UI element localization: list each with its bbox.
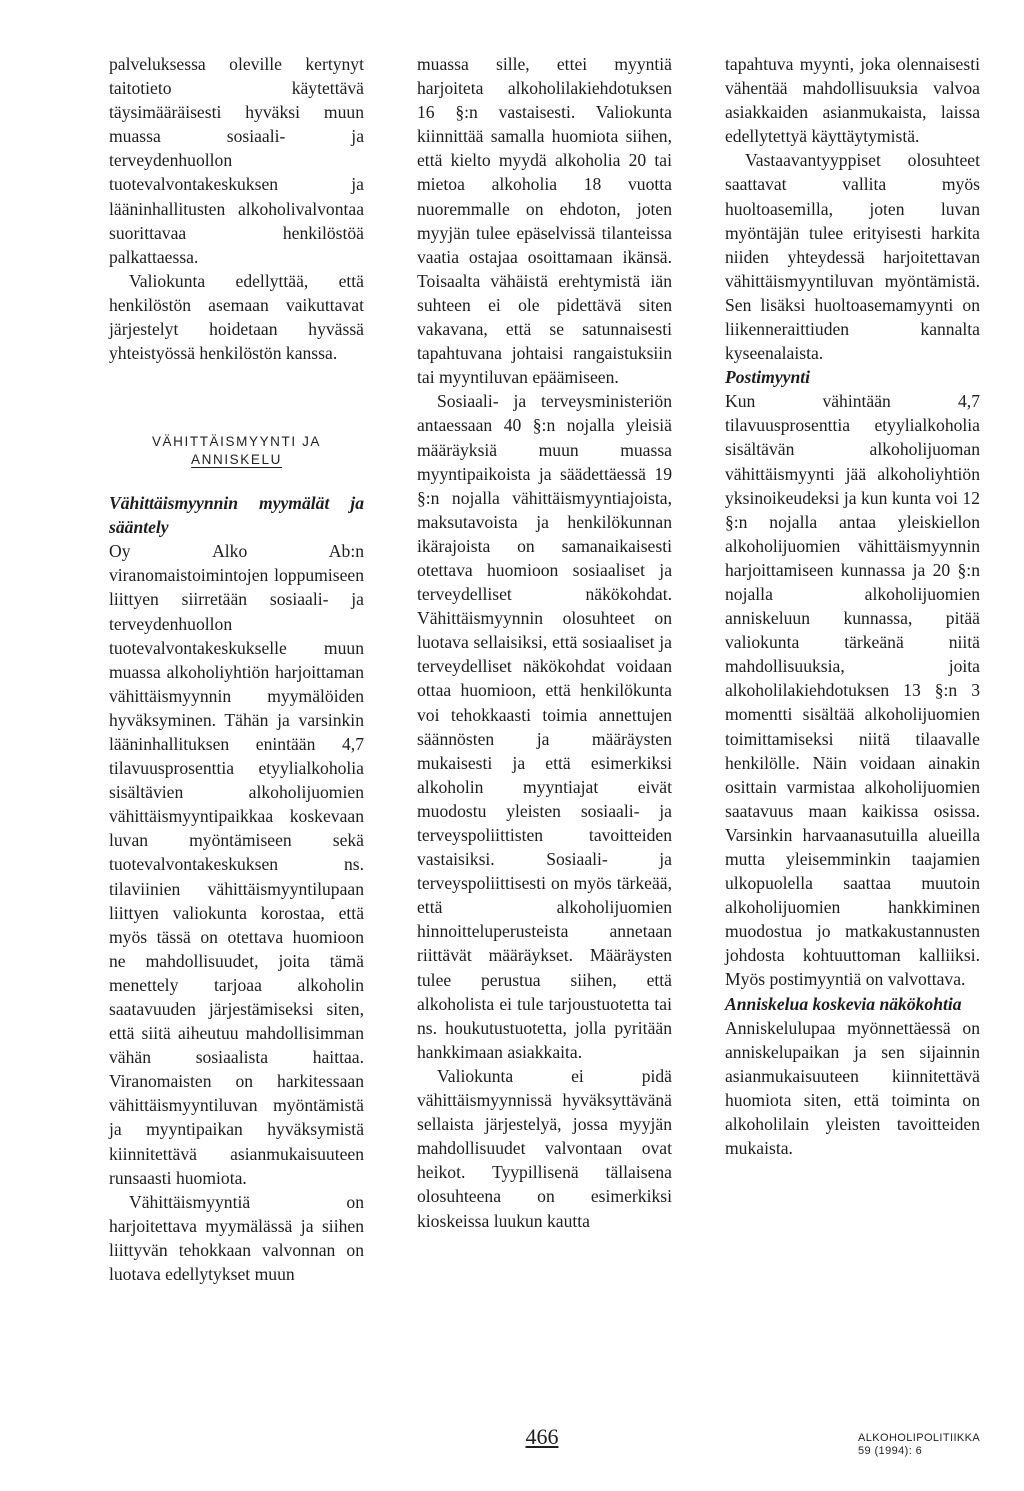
paragraph: Sosiaali- ja terveysministeriön antaessaan 40 §:n nojalla yleisiä määräyksiä muun muassa myyntipaikoista ja säädettäessä 19 §:n nojalla vähittäismyyntiajoista, maksutavoista ja henkilökunnan ikärajoista on samanaikaisesti otettava huomioon sosiaaliset ja terveydelliset näkökohdat. Vähittäismyynnin olosuhteet on luotava sellaisiksi, että sosiaaliset ja terveydelliset näkökohdat voidaan ottaa huomioon, että henkilökunta voi tehokkaasti toimia annettujen säännösten ja määräysten mukaisesti ja että esimerkiksi alkoholin myyntiajat eivät muodostu yleisten sosiaali- ja terveyspoliittisten tavoitteiden vastaisiksi. Sosiaali- ja terveyspoliittisesti on myös tärkeää, että alkoholijuomien hinnoitteluperusteista annetaan riittävät määräykset. Määräysten tulee perustua siihen, että alkoholista ei tule tarjoustuotetta tai ns. houkutustuotetta, jolla pyritään hankkimaan asiakkaita. xyxy=(417,391,672,1062)
paragraph: Vastaavantyyppiset olosuhteet saattavat vallita myös huoltoasemilla, joten luvan myöntäjän tulee erityisesti harkita niiden yhteydessä harjoitettavan vähittäismyyntiluvan myöntämistä. Sen lisäksi huoltoasemamyynti on liikenneraittiuden kannalta kyseenalaista. xyxy=(725,150,980,364)
journal-issue: 59 (1994): 6 xyxy=(858,1445,923,1457)
subheading: Postimyynti xyxy=(725,367,811,388)
paragraph: tapahtuva myynti, joka olennaisesti vähentää mahdollisuuksia valvoa asiakkaiden asianmukaista, laissa edellytettyä käyttäytymistä. xyxy=(725,54,980,147)
subheading: Vähittäismyynnin myymälät ja sääntely xyxy=(109,493,364,538)
section-heading-line2: ANNISKELU xyxy=(191,452,282,468)
subheading: Anniskelua koskevia näkökohtia xyxy=(725,993,962,1014)
text-column-1 xyxy=(109,52,364,1286)
text-column-2 xyxy=(417,52,672,1233)
paragraph: Valiokunta edellyttää, että henkilöstön asemaan vaikuttavat järjestelyt hoidetaan hyvässä yhteistyössä henkilöstön kanssa. xyxy=(109,270,364,364)
paragraph: Vähittäismyyntiä on harjoitettava myymälässä ja siihen liittyvän tehokkaan valvonnan on luotava edellytykset muun xyxy=(109,1191,364,1285)
section-heading-line1: VÄHITTÄISMYYNTI JA xyxy=(151,434,322,450)
page-number: 466 xyxy=(525,1424,559,1449)
section-heading xyxy=(109,433,364,469)
paragraph: Oy Alko Ab:n viranomaistoimintojen loppumiseen liittyen siirretään sosiaali- ja terveydenhuollon tuotevalvontakeskukselle muun muassa alkoholiyhtiön harjoittaman vähittäismyynnin myymälöiden hyväksyminen. Tähän ja varsinkin lääninhallituksen enintään 4,7 tilavuusprosenttia etyylialkoholia sisältävien alkoholijuomien vähittäismyyntipaikkaa koskevaan luvan myöntämiseen sekä tuotevalvontakeskuksen ns. tilaviinien vähittäismyyntilupaan liittyen valiokunta korostaa, että myös tässä on otettava huomioon ne mahdollisuudet, joita tämä menettely tarjoaa alkoholin saatavuuden järjestämiseksi siten, että siitä aiheutuu mahdollisimman vähän sosiaalista haittaa. Viranomaisten on harkitessaan vähittäismyyntiluvan myöntämistä ja myyntipaikan hyväksymistä kiinnitettävä asianmukaisuuteen runsaasti huomiota. xyxy=(109,541,364,1188)
paragraph: Valiokunta ei pidä vähittäismyynnissä hyväksyttävänä sellaista järjestelyä, jossa myyjän mahdollisuudet valvontaan ovat heikot. Tyypillisenä tällaisena olosuhteena on esimerkiksi kioskeissa luukun kautta xyxy=(417,1065,672,1231)
paragraph: muassa sille, ettei myyntiä harjoiteta alkoholilakiehdotuksen 16 §:n vastaisesti. Valiokunta kiinnittää samalla huomiota siihen, että kielto myydä alkoholia 20 tai mietoa alkoholia 18 vuotta nuoremmalle on ehdoton, joten myyjän tulee epäselvissä tilanteissa vaatia ostajaa osoittamaan ikänsä. Toisaalta vähäistä erehtymistä iän suhteen ei ole pidettävä siten vakavana, että se satunnaisesti tapahtuvana johtaisi rangaistuksiin tai myyntiluvan epäämiseen. xyxy=(417,54,672,388)
text-column-3 xyxy=(725,52,980,1160)
paragraph: palveluksessa oleville kertynyt taitotieto käytettävä täysimääräisesti hyväksi muun muassa sosiaali- ja terveydenhuollon tuotevalvontakeskuksen ja lääninhallitusten alkoholivalvontaa suorittavaa henkilöstöä palkattaessa. xyxy=(109,54,364,267)
paragraph: Kun vähintään 4,7 tilavuusprosenttia etyylialkoholia sisältävän alkoholijuoman vähittäismyynti jää alkoholiyhtiön yksinoikeudeksi ja kun kunta voi 12 §:n nojalla antaa yleiskiellon alkoholijuomien vähittäismyynnin harjoittamiseen kunnassa ja 20 §:n nojalla alkoholijuomien anniskeluun kunnassa, pitää valiokunta tärkeänä niitä mahdollisuuksia, joita alkoholilakiehdotuksen 13 §:n 3 momentti sisältää alkoholijuomien toimittamiseksi niitä tilaavalle henkilölle. Näin voidaan ainakin osittain varmistaa alkoholijuomien saatavuus maan kaikissa osissa. Varsinkin harvaanasutuilla alueilla mutta yleisemminkin taajamien ulkopuolella saattaa muutoin alkoholijuomien hankkiminen muodostua jo matkakustannusten johdosta kohtuuttoman kalliiksi. Myös postimyyntiä on valvottava. xyxy=(725,391,980,990)
journal-name: ALKOHOLIPOLITIIKKA xyxy=(858,1432,981,1444)
journal-footer xyxy=(858,1432,980,1458)
paragraph: Anniskelulupaa myönnettäessä on anniskelupaikan ja sen sijainnin asianmukaisuuteen kiinnitettävä huomiota siten, että toiminta on alkoholilain yleisten tavoitteiden mukaista. xyxy=(725,1017,980,1159)
